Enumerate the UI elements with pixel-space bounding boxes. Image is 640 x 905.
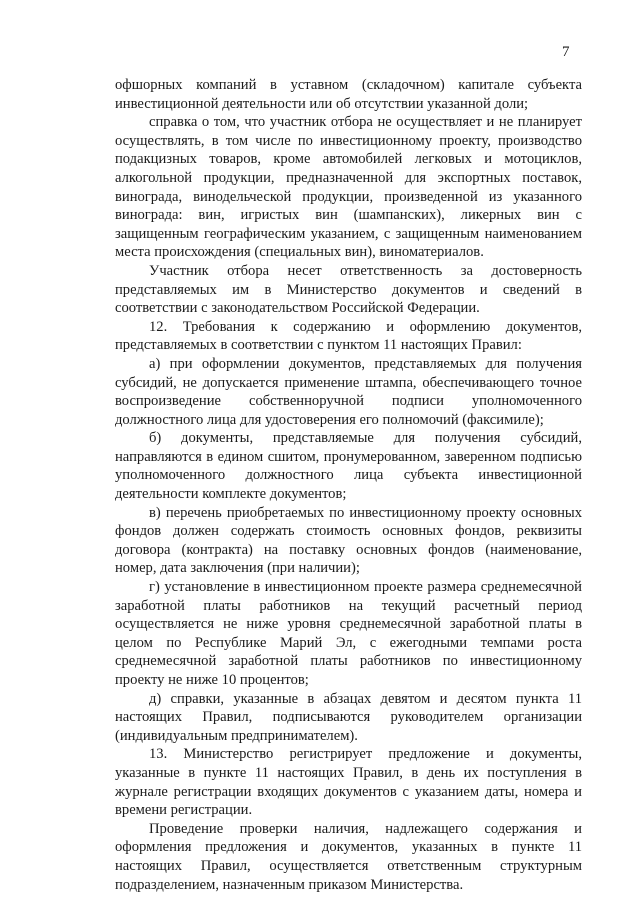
paragraph-clause-13: 13. Министерство регистрирует предложение и документы, указанные в пункте 11 настоящих Правил, в день их поступления в журнале регистрации входящих документов с указанием даты, номера и времени регистрации.: [115, 746, 582, 819]
paragraph-clause-12: 12. Требования к содержанию и оформлению документов, представляемых в соответствии с пунктом 11 настоящих Правил:: [115, 318, 582, 354]
paragraph-clause-12-d: д) справки, указанные в абзацах девятом и десятом пункта 11 настоящих Правил, подписываются руководителем организации (индивидуальным предпринимателем).: [115, 690, 582, 744]
paragraph-excise-certificate: справка о том, что участник отбора не осуществляет и не планирует осуществлять, в том числе по инвестиционному проекту, производство подакцизных товаров, кроме автомобилей легковых и мотоциклов, алкогольной продукции, предназначенной для экспортных поставок, винограда, винодельческой продукции, произведенной из указанного винограда: вин, игристых вин (шампанских), ликерных вин с защищенным географическим указанием, с защищенным наименованием места происхождения (специальных вин), виноматериалов.: [115, 114, 582, 261]
paragraph-offshore-share: офшорных компаний в уставном (складочном) капитале субъекта инвестиционной деятельности или об отсутствии указанной доли;: [115, 77, 582, 112]
paragraph-verification: Проведение проверки наличия, надлежащего содержания и оформления предложения и документов, указанных в пункте 11 настоящих Правил, осуществляется ответственным структурным подразделением, назначенным приказом Министерства.: [115, 820, 582, 893]
paragraph-clause-12-a: а) при оформлении документов, представляемых для получения субсидий, не допускается применение штампа, обеспечивающего точное воспроизведение собственноручной подписи уполномоченного должностного лица для удостоверения его полномочий (факсимиле);: [115, 355, 582, 428]
page-number: 7: [562, 44, 570, 60]
paragraph-clause-12-g: г) установление в инвестиционном проекте размера среднемесячной заработной платы работников на текущий расчетный период осуществляется не ниже уровня среднемесячной заработной платы в целом по Республике Марий Эл, с ежегодными темпами роста среднемесячной заработной платы работников по инвестиционному проекту не ниже 10 процентов;: [115, 579, 582, 688]
document-body: [115, 76, 582, 894]
paragraph-clause-12-v: в) перечень приобретаемых по инвестиционному проекту основных фондов должен содержать стоимость основных фондов, реквизиты договора (контракта) на поставку основных фондов (наименование, номер, дата заключения (при наличии);: [115, 504, 582, 577]
paragraph-clause-12-b: б) документы, представляемые для получения субсидий, направляются в едином сшитом, пронумерованном, заверенном подписью уполномоченного должностного лица субъекта инвестиционной деятельности комплекте документов;: [115, 430, 582, 503]
paragraph-participant-responsibility: Участник отбора несет ответственность за достоверность представляемых им в Министерство документов и сведений в соответствии с законодательством Российской Федерации.: [115, 262, 582, 317]
